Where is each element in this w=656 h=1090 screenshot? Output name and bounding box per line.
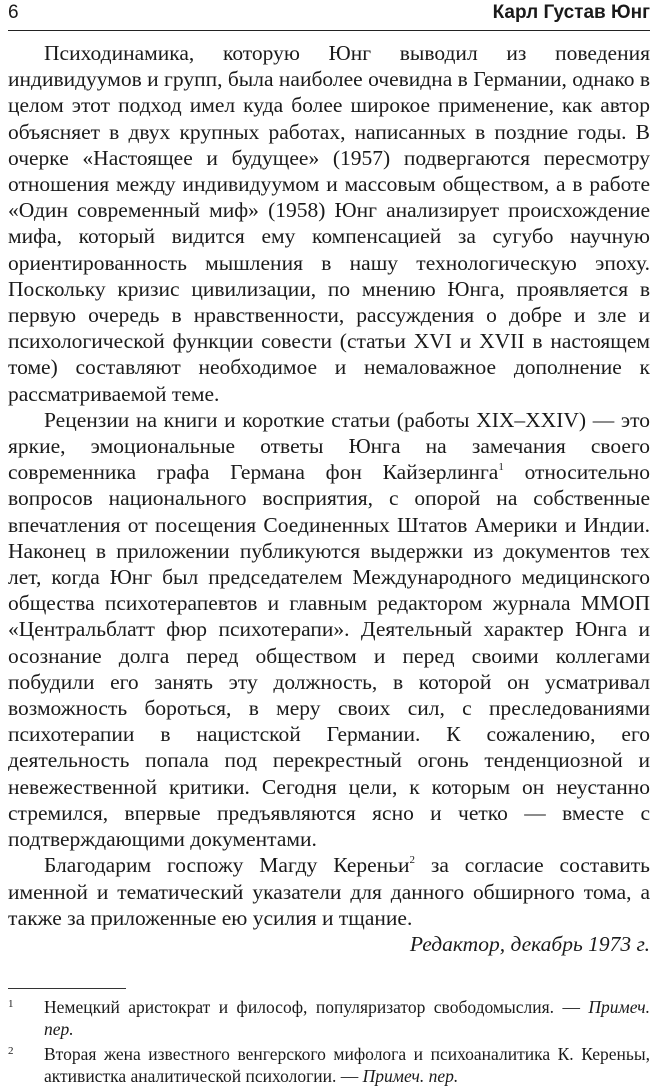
paragraph-2-part-a: Рецензии на книги и короткие статьи (работы XIX–XXIV) — это яркие, эмоциональные ответы Юнга на замечания своего современника графа Германа фон Кайзерлинга bbox=[8, 407, 650, 485]
footnote-1 bbox=[8, 996, 650, 1040]
editor-signature: Редактор, декабрь 1973 г. bbox=[409, 931, 650, 956]
running-title: Карл Густав Юнг bbox=[492, 2, 650, 23]
footnote-ref-2[interactable]: 2 bbox=[409, 854, 415, 867]
footnote-2-text: Вторая жена известного венгерского мифолога и психоаналитика К. Кереньы, активистка аналитической психологии. — bbox=[44, 1044, 650, 1086]
footnotes bbox=[8, 996, 650, 1090]
footnote-2 bbox=[8, 1043, 650, 1087]
paragraph-3-part-b: за согласие составить именной и тематический указатели для данного обширного тома, а также за приложенные ею усилия и тщание. bbox=[8, 853, 650, 930]
paragraph-3 bbox=[8, 852, 650, 931]
footnote-1-text: Немецкий аристократ и философ, популяризатор свободомыслия. — bbox=[44, 997, 589, 1017]
footnote-2-mark: 2 bbox=[8, 1045, 14, 1057]
footnote-2-note: Примеч. пер. bbox=[362, 1066, 459, 1086]
main-text bbox=[8, 40, 650, 957]
footnote-divider bbox=[8, 988, 126, 989]
paragraph-2-part-b: относительно вопросов национального восприятия, с опорой на собственные впечатления от посещения Соединенных Штатов Америки и Индии. Наконец в приложении публикуются выдержки из документов тех лет, когда Юнг был председателем Международного медицинского общества психотерапевтов и главным редактором журнала ММОП «Центральблатт фюр психотерапи». Деятельный характер Юнга и осознание долга перед обществом и перед своими коллегами побудили его занять эту должность, в которой он усматривал возможность бороться, в меру своих сил, с преследованиями психотерапии в нацистской Германии. К сожалению, его деятельность попала под перекрестный огонь тенденциозной и невежественной критики. Сегодня цели, к которым он неустанно стремился, впервые предъявляются ясно и четко — вместе с подтверждающими документами. bbox=[8, 460, 650, 852]
paragraph-1: Психодинамика, которую Юнг выводил из поведения индивидуумов и групп, была наиболее очевидна в Германии, однако в целом этот подход имел куда более широкое применение, как автор объясняет в двух крупных работах, написанных в поздние годы. В очерке «Настоящее и будущее» (1957) подвергаются пересмотру отношения между индивидуумом и массовым обществом, а в работе «Один современный миф» (1958) Юнг анализирует происхождение мифа, который видится ему компенсацией за сугубо научную ориентированность мышления в нашу технологическую эпоху. Поскольку кризис цивилизации, по мнению Юнга, проявляется в первую очередь в нравственности, рассуждения о добре и зле и психологической функции совести (статьи XVI и XVII в настоящем томе) составляют необходимое и немаловажное дополнение к рассматриваемой теме. bbox=[8, 41, 650, 406]
paragraph-2 bbox=[8, 407, 650, 852]
footnote-1-note: Примеч. пер. bbox=[44, 997, 650, 1039]
footnote-1-mark: 1 bbox=[8, 998, 14, 1010]
page-number: 6 bbox=[8, 2, 19, 23]
paragraph-3-part-a: Благодарим госпожу Магду Кереньи bbox=[44, 853, 410, 878]
footnote-ref-1[interactable]: 1 bbox=[498, 461, 504, 474]
page-header bbox=[8, 0, 650, 31]
